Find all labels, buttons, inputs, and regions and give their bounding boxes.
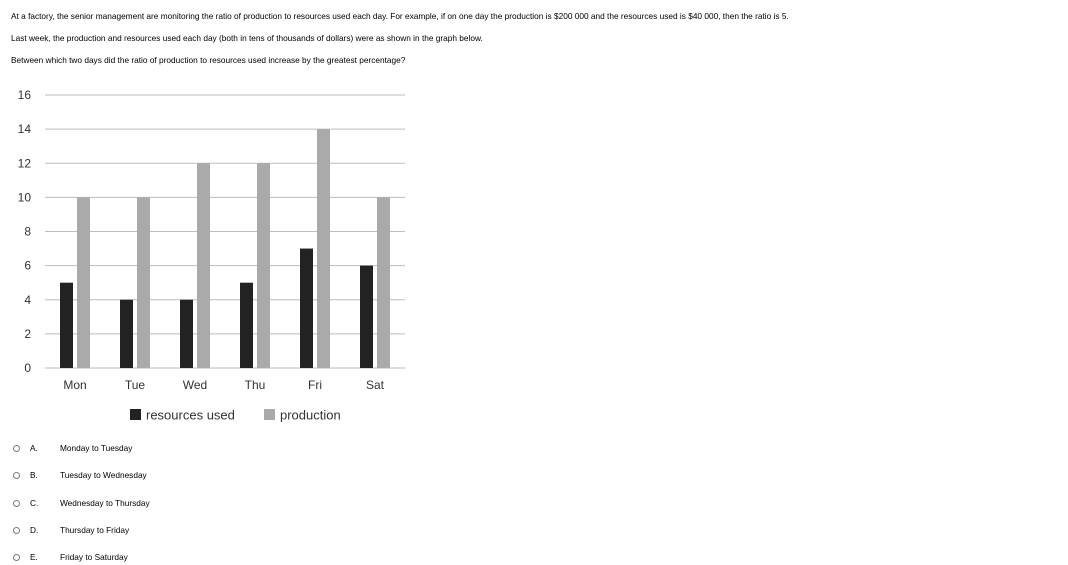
bar-resources-used-fri — [300, 249, 313, 368]
option-letter: B. — [30, 470, 38, 480]
radio-button-icon[interactable] — [13, 500, 20, 507]
option-label: Wednesday to Thursday — [60, 498, 150, 508]
bar-chart — [0, 80, 420, 435]
option-letter: C. — [30, 498, 39, 508]
legend-swatch-icon — [130, 409, 141, 420]
x-tick-label: Mon — [63, 378, 87, 392]
bar-resources-used-sat — [360, 266, 373, 368]
question-text-line-1: At a factory, the senior management are monitoring the ratio of production to resources used each day. For example, if on one day the production is $200 000 and the resources used is $40 000, then the ratio is 5. — [11, 11, 789, 21]
option-letter: E. — [30, 552, 38, 562]
option-c[interactable] — [13, 496, 150, 510]
y-tick-label: 12 — [17, 156, 31, 171]
bar-production-fri — [317, 129, 330, 368]
legend-label: production — [280, 407, 341, 423]
option-letter: D. — [30, 525, 39, 535]
option-label: Tuesday to Wednesday — [60, 470, 147, 480]
bar-resources-used-tue — [120, 300, 133, 368]
chart-bars — [60, 129, 390, 368]
question-text-line-2: Last week, the production and resources used each day (both in tens of thousands of dollars) were as shown in the graph below. — [11, 33, 483, 43]
radio-button-icon[interactable] — [13, 472, 20, 479]
y-axis — [18, 88, 32, 375]
y-tick-label: 14 — [17, 122, 31, 137]
x-axis — [63, 378, 384, 392]
option-label: Thursday to Friday — [60, 525, 130, 535]
bar-production-tue — [137, 197, 150, 368]
y-tick-label: 16 — [17, 88, 31, 102]
bar-resources-used-wed — [180, 300, 193, 368]
chart-grid — [45, 95, 405, 368]
bar-production-sat — [377, 197, 390, 368]
bar-production-wed — [197, 163, 210, 368]
option-e[interactable] — [13, 550, 128, 564]
y-tick-label: 0 — [24, 361, 31, 375]
chart-legend — [130, 408, 341, 423]
radio-button-icon[interactable] — [13, 527, 20, 534]
bar-production-thu — [257, 163, 270, 368]
y-tick-label: 2 — [24, 326, 31, 341]
bar-production-mon — [77, 197, 90, 368]
option-a[interactable] — [13, 441, 133, 455]
option-d[interactable] — [13, 523, 130, 537]
x-tick-label: Wed — [182, 378, 208, 392]
legend-label: resources used — [146, 407, 235, 423]
radio-button-icon[interactable] — [13, 445, 20, 452]
option-label: Friday to Saturday — [60, 552, 128, 562]
x-tick-label: Thu — [244, 378, 266, 392]
option-label: Monday to Tuesday — [60, 443, 133, 453]
x-tick-label: Sat — [365, 378, 385, 392]
legend-swatch-icon — [264, 409, 275, 420]
y-tick-label: 4 — [24, 292, 31, 307]
option-letter: A. — [30, 443, 38, 453]
y-tick-label: 6 — [24, 258, 31, 273]
x-tick-label: Fri — [308, 378, 322, 392]
y-tick-label: 10 — [17, 190, 31, 205]
question-prompt: Between which two days did the ratio of production to resources used increase by the greatest percentage? — [11, 55, 406, 65]
option-b[interactable] — [13, 468, 147, 482]
bar-resources-used-thu — [240, 283, 253, 368]
radio-button-icon[interactable] — [13, 554, 20, 561]
bar-resources-used-mon — [60, 283, 73, 368]
y-tick-label: 8 — [24, 224, 31, 239]
x-tick-label: Tue — [124, 378, 146, 392]
